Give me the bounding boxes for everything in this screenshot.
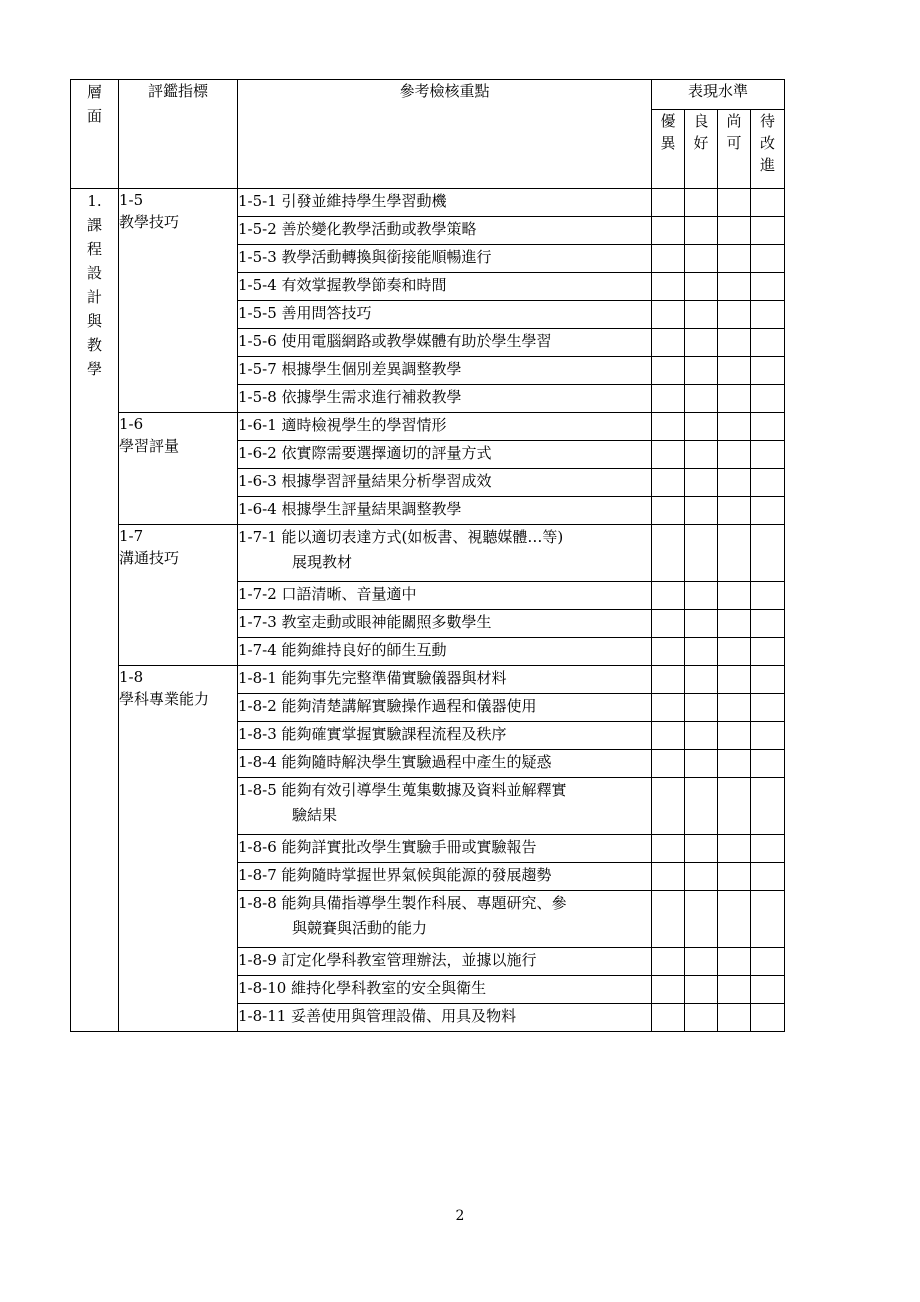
rating-cell-excellent[interactable]	[652, 469, 685, 497]
rating-cell-fair[interactable]	[718, 666, 751, 694]
rating-cell-needs-improvement[interactable]	[751, 441, 785, 469]
rating-cell-fair[interactable]	[718, 357, 751, 385]
rating-cell-needs-improvement[interactable]	[751, 497, 785, 525]
rating-cell-fair[interactable]	[718, 638, 751, 666]
rating-cell-fair[interactable]	[718, 891, 751, 948]
rating-cell-good[interactable]	[685, 582, 718, 610]
rating-cell-excellent[interactable]	[652, 891, 685, 948]
category-code: 1-8	[119, 668, 144, 686]
category-cell	[119, 525, 238, 666]
rating-cell-good[interactable]	[685, 329, 718, 357]
header-layer-text: 層 面	[86, 83, 102, 125]
page-number: 2	[455, 1208, 465, 1224]
rating-cell-excellent[interactable]	[652, 413, 685, 441]
checkpoint-text: 1-5-5 善用問答技巧	[238, 304, 372, 322]
rating-cell-needs-improvement[interactable]	[751, 638, 785, 666]
rating-cell-fair[interactable]	[718, 948, 751, 976]
table-row	[71, 189, 785, 217]
checkpoint-cell	[238, 891, 652, 948]
checkpoint-text: 1-8-11 妥善使用與管理設備、用具及物料	[238, 1007, 517, 1025]
rating-cell-good[interactable]	[685, 469, 718, 497]
checkpoint-cell	[238, 385, 652, 413]
header-indicator: 評鑑指標	[119, 80, 238, 189]
rating-cell-excellent[interactable]	[652, 778, 685, 835]
rating-cell-excellent[interactable]	[652, 497, 685, 525]
rating-cell-good[interactable]	[685, 441, 718, 469]
rating-cell-fair[interactable]	[718, 750, 751, 778]
rating-cell-fair[interactable]	[718, 497, 751, 525]
checkpoint-cell	[238, 245, 652, 273]
rating-cell-excellent[interactable]	[652, 525, 685, 582]
rating-cell-excellent[interactable]	[652, 948, 685, 976]
rating-cell-good[interactable]	[685, 638, 718, 666]
rating-cell-good[interactable]	[685, 189, 718, 217]
rating-cell-good[interactable]	[685, 863, 718, 891]
rating-cell-needs-improvement[interactable]	[751, 610, 785, 638]
checkpoint-text: 1-6-1 適時檢視學生的學習情形	[238, 416, 447, 434]
level-good-text: 良 好	[693, 112, 709, 152]
level-good	[685, 110, 718, 189]
checkpoint-cell	[238, 666, 652, 694]
checkpoint-text: 1-7-3 教室走動或眼神能關照多數學生	[238, 613, 492, 631]
category-cell	[119, 666, 238, 1032]
rating-cell-excellent[interactable]	[652, 273, 685, 301]
rating-cell-fair[interactable]	[718, 385, 751, 413]
rating-cell-good[interactable]	[685, 948, 718, 976]
rating-cell-needs-improvement[interactable]	[751, 217, 785, 245]
rating-cell-excellent[interactable]	[652, 385, 685, 413]
checkpoint-text: 1-8-10 維持化學科教室的安全與衛生	[238, 979, 487, 997]
rating-cell-good[interactable]	[685, 385, 718, 413]
checkpoint-cell	[238, 469, 652, 497]
checkpoint-text: 1-5-1 引發並維持學生學習動機	[238, 192, 447, 210]
checkpoint-cell	[238, 638, 652, 666]
category-code: 1-5	[119, 191, 144, 209]
rating-cell-good[interactable]	[685, 301, 718, 329]
rating-cell-fair[interactable]	[718, 301, 751, 329]
checkpoint-text: 1-5-2 善於變化教學活動或教學策略	[238, 220, 477, 238]
checkpoint-text: 1-8-6 能夠詳實批改學生實驗手冊或實驗報告	[238, 838, 537, 856]
rating-cell-fair[interactable]	[718, 525, 751, 582]
category-name: 溝通技巧	[119, 549, 180, 567]
level-fair-text: 尚 可	[726, 112, 742, 152]
rating-cell-fair[interactable]	[718, 189, 751, 217]
level-fair	[718, 110, 751, 189]
checkpoint-cell	[238, 582, 652, 610]
rating-cell-fair[interactable]	[718, 273, 751, 301]
checkpoint-cell	[238, 778, 652, 835]
level-needs-improvement-text: 待 改 進	[760, 112, 776, 174]
rating-cell-good[interactable]	[685, 722, 718, 750]
checkpoint-text: 1-8-4 能夠隨時解決學生實驗過程中產生的疑惑	[238, 753, 552, 771]
category-code: 1-7	[119, 527, 144, 545]
rating-cell-fair[interactable]	[718, 441, 751, 469]
rating-cell-needs-improvement[interactable]	[751, 582, 785, 610]
level-excellent-text: 優 異	[660, 112, 676, 152]
rating-cell-good[interactable]	[685, 835, 718, 863]
layer-number: 1.	[87, 192, 102, 210]
checkpoint-cell	[238, 948, 652, 976]
checkpoint-cell	[238, 694, 652, 722]
rating-cell-needs-improvement[interactable]	[751, 694, 785, 722]
rating-cell-excellent[interactable]	[652, 441, 685, 469]
rating-cell-excellent[interactable]	[652, 863, 685, 891]
rating-cell-good[interactable]	[685, 357, 718, 385]
table-row	[71, 666, 785, 694]
category-cell	[119, 413, 238, 525]
rating-cell-needs-improvement[interactable]	[751, 778, 785, 835]
category-name: 教學技巧	[119, 213, 180, 231]
rating-cell-excellent[interactable]	[652, 329, 685, 357]
rating-cell-fair[interactable]	[718, 1004, 751, 1032]
rating-cell-excellent[interactable]	[652, 750, 685, 778]
rating-cell-fair[interactable]	[718, 582, 751, 610]
rating-cell-fair[interactable]	[718, 469, 751, 497]
rating-cell-excellent[interactable]	[652, 976, 685, 1004]
checkpoint-text: 1-5-8 依據學生需求進行補救教學	[238, 388, 462, 406]
checkpoint-text: 1-8-2 能夠清楚講解實驗操作過程和儀器使用	[238, 697, 537, 715]
rating-cell-needs-improvement[interactable]	[751, 385, 785, 413]
category-name: 學科專業能力	[119, 690, 210, 708]
rating-cell-excellent[interactable]	[652, 638, 685, 666]
checkpoint-text: 1-8-5 能夠有效引導學生蒐集數據及資料並解釋實	[238, 781, 567, 799]
rating-cell-good[interactable]	[685, 525, 718, 582]
rating-cell-needs-improvement[interactable]	[751, 329, 785, 357]
rating-cell-good[interactable]	[685, 750, 718, 778]
rating-cell-good[interactable]	[685, 666, 718, 694]
rating-cell-fair[interactable]	[718, 329, 751, 357]
rating-cell-needs-improvement[interactable]	[751, 413, 785, 441]
header-performance: 表現水準	[652, 80, 785, 110]
rating-cell-needs-improvement[interactable]	[751, 835, 785, 863]
rating-cell-good[interactable]	[685, 694, 718, 722]
checkpoint-cell	[238, 273, 652, 301]
rating-cell-needs-improvement[interactable]	[751, 357, 785, 385]
checkpoint-cell	[238, 525, 652, 582]
rating-cell-needs-improvement[interactable]	[751, 863, 785, 891]
checkpoint-text: 1-5-4 有效掌握教學節奏和時間	[238, 276, 447, 294]
checkpoint-text: 1-6-2 依實際需要選擇適切的評量方式	[238, 444, 492, 462]
checkpoint-text: 1-8-9 訂定化學科教室管理辦法，並據以施行	[238, 951, 537, 969]
rating-cell-fair[interactable]	[718, 217, 751, 245]
rating-cell-good[interactable]	[685, 217, 718, 245]
rating-cell-excellent[interactable]	[652, 217, 685, 245]
rating-cell-fair[interactable]	[718, 778, 751, 835]
checkpoint-cell	[238, 301, 652, 329]
rating-cell-needs-improvement[interactable]	[751, 750, 785, 778]
rating-cell-excellent[interactable]	[652, 835, 685, 863]
checkpoint-text: 1-5-3 教學活動轉換與銜接能順暢進行	[238, 248, 492, 266]
rating-cell-fair[interactable]	[718, 976, 751, 1004]
rating-cell-good[interactable]	[685, 1004, 718, 1032]
rating-cell-excellent[interactable]	[652, 189, 685, 217]
rating-cell-needs-improvement[interactable]	[751, 666, 785, 694]
rating-cell-needs-improvement[interactable]	[751, 976, 785, 1004]
category-name: 學習評量	[119, 437, 180, 455]
rating-cell-excellent[interactable]	[652, 694, 685, 722]
category-cell	[119, 189, 238, 413]
checkpoint-text: 1-7-2 口語清晰、音量適中	[238, 585, 417, 603]
level-needs-improvement	[751, 110, 785, 189]
evaluation-table	[70, 79, 785, 1032]
rating-cell-good[interactable]	[685, 273, 718, 301]
category-code: 1-6	[119, 415, 144, 433]
rating-cell-excellent[interactable]	[652, 610, 685, 638]
rating-cell-fair[interactable]	[718, 245, 751, 273]
rating-cell-needs-improvement[interactable]	[751, 1004, 785, 1032]
checkpoint-text: 1-7-1 能以適切表達方式(如板書、視聽媒體…等)	[238, 528, 564, 546]
rating-cell-needs-improvement[interactable]	[751, 722, 785, 750]
checkpoint-cell	[238, 976, 652, 1004]
rating-cell-fair[interactable]	[718, 863, 751, 891]
rating-cell-needs-improvement[interactable]	[751, 301, 785, 329]
checkpoint-text: 1-6-3 根據學習評量結果分析學習成效	[238, 472, 492, 490]
rating-cell-good[interactable]	[685, 497, 718, 525]
rating-cell-good[interactable]	[685, 610, 718, 638]
rating-cell-needs-improvement[interactable]	[751, 189, 785, 217]
rating-cell-fair[interactable]	[718, 722, 751, 750]
checkpoint-cell	[238, 217, 652, 245]
checkpoint-text: 1-8-1 能夠事先完整準備實驗儀器與材料	[238, 669, 507, 687]
rating-cell-excellent[interactable]	[652, 582, 685, 610]
checkpoint-cell	[238, 413, 652, 441]
checkpoint-text-continued: 驗結果	[292, 806, 338, 824]
checkpoint-cell	[238, 722, 652, 750]
checkpoint-cell	[238, 441, 652, 469]
checkpoint-text: 1-8-7 能夠隨時掌握世界氣候與能源的發展趨勢	[238, 866, 552, 884]
checkpoint-text: 1-8-3 能夠確實掌握實驗課程流程及秩序	[238, 725, 507, 743]
rating-cell-good[interactable]	[685, 245, 718, 273]
rating-cell-needs-improvement[interactable]	[751, 948, 785, 976]
layer-name: 課 程 設 計 與 教 學	[86, 216, 102, 378]
rating-cell-excellent[interactable]	[652, 666, 685, 694]
rating-cell-fair[interactable]	[718, 413, 751, 441]
rating-cell-needs-improvement[interactable]	[751, 273, 785, 301]
rating-cell-fair[interactable]	[718, 610, 751, 638]
rating-cell-excellent[interactable]	[652, 722, 685, 750]
checkpoint-cell	[238, 835, 652, 863]
rating-cell-fair[interactable]	[718, 694, 751, 722]
rating-cell-needs-improvement[interactable]	[751, 525, 785, 582]
checkpoint-cell	[238, 1004, 652, 1032]
rating-cell-good[interactable]	[685, 778, 718, 835]
table-row	[71, 525, 785, 582]
checkpoint-cell	[238, 357, 652, 385]
table-row	[71, 413, 785, 441]
checkpoint-text: 1-5-6 使用電腦網路或教學媒體有助於學生學習	[238, 332, 552, 350]
rating-cell-good[interactable]	[685, 976, 718, 1004]
rating-cell-excellent[interactable]	[652, 1004, 685, 1032]
header-checkpoints: 參考檢核重點	[238, 80, 652, 189]
rating-cell-needs-improvement[interactable]	[751, 891, 785, 948]
checkpoint-cell	[238, 329, 652, 357]
rating-cell-excellent[interactable]	[652, 357, 685, 385]
checkpoint-cell	[238, 750, 652, 778]
level-excellent	[652, 110, 685, 189]
rating-cell-good[interactable]	[685, 413, 718, 441]
checkpoint-text: 1-5-7 根據學生個別差異調整教學	[238, 360, 462, 378]
checkpoint-text: 1-8-8 能夠具備指導學生製作科展、專題研究、參	[238, 894, 567, 912]
rating-cell-needs-improvement[interactable]	[751, 245, 785, 273]
rating-cell-good[interactable]	[685, 891, 718, 948]
rating-cell-needs-improvement[interactable]	[751, 469, 785, 497]
checkpoint-text-continued: 展現教材	[292, 553, 353, 571]
checkpoint-cell	[238, 610, 652, 638]
rating-cell-fair[interactable]	[718, 835, 751, 863]
rating-cell-excellent[interactable]	[652, 245, 685, 273]
checkpoint-text: 1-6-4 根據學生評量結果調整教學	[238, 500, 462, 518]
checkpoint-cell	[238, 497, 652, 525]
checkpoint-text-continued: 與競賽與活動的能力	[292, 919, 428, 937]
checkpoint-cell	[238, 863, 652, 891]
checkpoint-cell	[238, 189, 652, 217]
layer-cell	[71, 189, 119, 1032]
checkpoint-text: 1-7-4 能夠維持良好的師生互動	[238, 641, 447, 659]
rating-cell-excellent[interactable]	[652, 301, 685, 329]
header-layer	[71, 80, 119, 189]
